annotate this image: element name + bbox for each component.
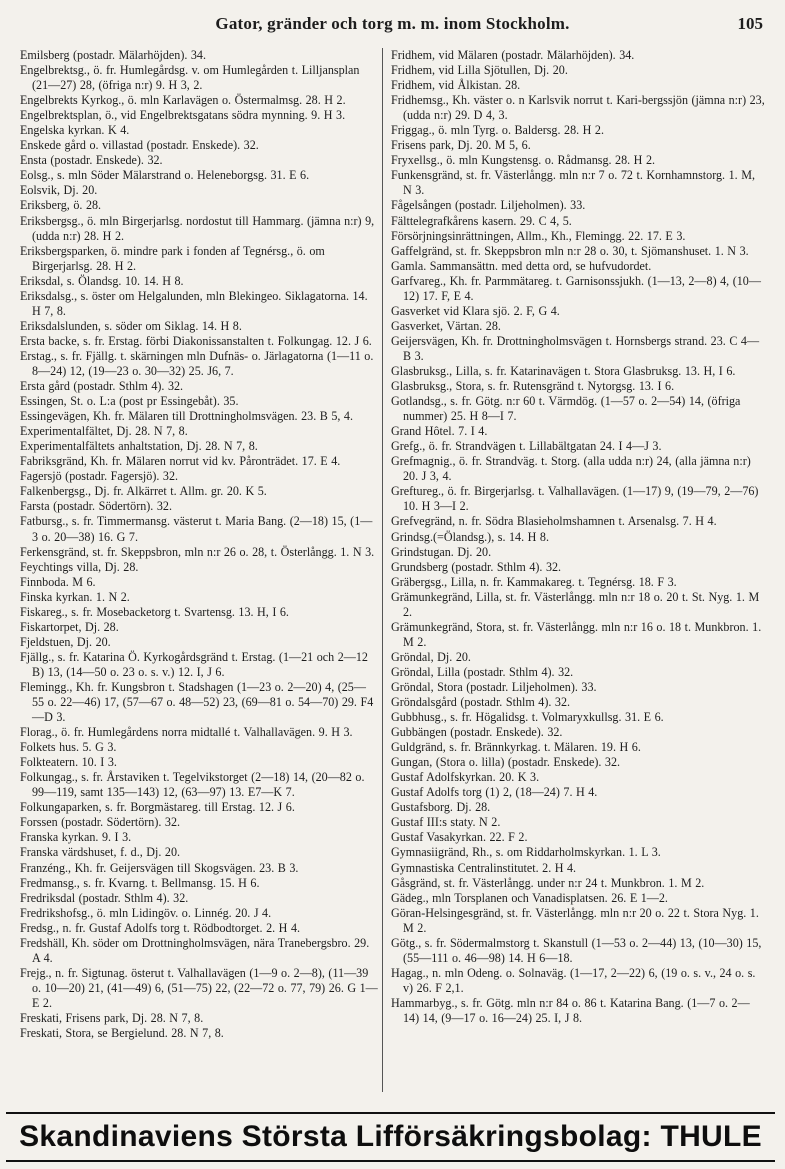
- directory-entry: Hammarbyg., s. fr. Götg. mln n:r 84 o. 86 t. Katarina Bang. (1—7 o. 2—14) 14, (9—17 o. 16—24) 25. I, J 8.: [391, 995, 750, 1025]
- directory-entry: Gustaf Vasakyrkan. 22. F 2.: [391, 830, 528, 845]
- advertisement-banner: [6, 1112, 775, 1162]
- directory-entry: Franska värdshuset, f. d., Dj. 20.: [20, 845, 181, 860]
- directory-entry: Flemingg., Kh. fr. Kungsbron t. Stadshagen (1—23 o. 2—20) 4, (25—55 o. 22—46) 17, (57—67 o. 48—52) 23, (69—81 o. 54—70) 29. F4—D 3.: [20, 679, 374, 725]
- directory-entry: Folkungaparken, s. fr. Borgmästareg. till Erstag. 12. J 6.: [20, 800, 295, 815]
- directory-entry: Engelska kyrkan. K 4.: [20, 123, 130, 138]
- directory-entry: Gröndal, Dj. 20.: [391, 649, 471, 664]
- directory-entry: Gröndal, Lilla (postadr. Sthlm 4). 32.: [391, 664, 574, 679]
- directory-entry: Fjällg., s. fr. Katarina Ö. Kyrkogårdsgränd t. Erstag. (1—21 och 2—12 B) 13, (14—50 o. 23 o. s. v.) 12. I, J 6.: [20, 649, 368, 679]
- directory-entry: Essingen, St. o. L:a (post pr Essingebåt). 35.: [20, 394, 239, 409]
- directory-entry: Freskati, Stora, se Bergielund. 28. N 7, 8.: [20, 1026, 224, 1041]
- directory-entry: Glasbruksg., Lilla, s. fr. Katarinavägen t. Stora Glasbruksg. 13. H, I 6.: [391, 363, 736, 378]
- directory-entry: Eolsvik, Dj. 20.: [20, 183, 98, 198]
- directory-entry: Emilsberg (postadr. Mälarhöjden). 34.: [20, 48, 207, 62]
- directory-entry: Eolsg., s. mln Söder Mälarstrand o. Heleneborgsg. 31. E 6.: [20, 168, 310, 183]
- directory-entry: Garfvareg., Kh. fr. Parmmätareg. t. Garnisonssjukh. (1—13, 2—8) 4, (10—12) 17. F, E 4.: [391, 273, 761, 303]
- directory-entry: Grefg., ö. fr. Strandvägen t. Lillabältgatan 24. I 4—J 3.: [391, 439, 662, 454]
- directory-entry: Folkteatern. 10. I 3.: [20, 755, 117, 770]
- page-header: [22, 14, 763, 40]
- directory-entry: Feychtings villa, Dj. 28.: [20, 559, 139, 574]
- directory-entry: Götg., s. fr. Södermalmstorg t. Skanstull (1—53 o. 2—44) 13, (10—30) 15, (55—111 o. 46—98) 14. H 6—18.: [391, 935, 762, 965]
- directory-entry: Fatbursg., s. fr. Timmermansg. västerut t. Maria Bang. (2—18) 15, (1—3 o. 20—38) 16. G 7.: [20, 514, 373, 544]
- page-title: Gator, gränder och torg m. m. inom Stockholm.: [215, 14, 570, 33]
- directory-entry: Fredmansg., s. fr. Kvarng. t. Bellmansg. 15. H 6.: [20, 875, 260, 890]
- directory-entry: Gungan, (Stora o. lilla) (postadr. Enskede). 32.: [391, 755, 621, 770]
- left-column: [20, 48, 378, 1098]
- directory-entry: Fryxellsg., ö. mln Kungstensg. o. Rådmansg. 28. H 2.: [391, 153, 656, 168]
- directory-entry: Fiskartorpet, Dj. 28.: [20, 619, 119, 634]
- directory-entry: Göran-Helsingesgränd, st. fr. Västerlångg. mln n:r 20 o. 22 t. Stora Nyg. 1. M 2.: [391, 905, 759, 935]
- directory-entry: Gröndalsgård (postadr. Sthlm 4). 32.: [391, 695, 571, 710]
- directory-entry: Fridhem, vid Ålkistan. 28.: [391, 78, 521, 93]
- directory-entry: Friggag., ö. mln Tyrg. o. Baldersg. 28. H 2.: [391, 123, 604, 138]
- directory-entry: Gräbergsg., Lilla, n. fr. Kammakareg. t. Tegnérsg. 18. F 3.: [391, 574, 677, 589]
- directory-entry: Greftureg., ö. fr. Birgerjarlsg. t. Valhallavägen. (1—17) 9, (19—79, 2—76) 10. H 3—I 2.: [391, 484, 759, 514]
- directory-entry: Gustaf Adolfs torg (1) 2, (18—24) 7. H 4.: [391, 785, 598, 800]
- directory-entry: Franska kyrkan. 9. I 3.: [20, 830, 132, 845]
- directory-entry: Gymnasiigränd, Rh., s. om Riddarholmskyrkan. 1. L 3.: [391, 845, 661, 860]
- directory-entry: Freskati, Frisens park, Dj. 28. N 7, 8.: [20, 1011, 204, 1025]
- directory-entry: Eriksbergsg., ö. mln Birgerjarlsg. nordostut till Hammarg. (jämna n:r) 9, (udda n:r) 28. H 2.: [20, 213, 375, 243]
- directory-entry: Experimentalfältets anhaltstation, Dj. 28. N 7, 8.: [20, 439, 258, 454]
- directory-entry: Glasbruksg., Stora, s. fr. Rutensgränd t. Nytorgsg. 13. I 6.: [391, 379, 675, 394]
- directory-entry: Gymnastiska Centralinstitutet. 2. H 4.: [391, 860, 577, 875]
- directory-entry: Grämunkegränd, Lilla, st. fr. Västerlångg. mln n:r 18 o. 20 t. St. Nyg. 1. M 2.: [391, 589, 760, 619]
- directory-entry: Gubbängen (postadr. Enskede). 32.: [391, 725, 563, 740]
- directory-entry: Grefvegränd, n. fr. Södra Blasieholmshamnen t. Arsenalsg. 7. H 4.: [391, 514, 717, 529]
- directory-entry: Gröndal, Stora (postadr. Liljeholmen). 33.: [391, 679, 597, 694]
- page-number: 105: [737, 14, 763, 33]
- right-column: [391, 48, 765, 1098]
- directory-entry: Folkets hus. 5. G 3.: [20, 740, 117, 755]
- directory-entry: Geijersvägen, Kh. fr. Drottningholmsvägen t. Hornsbergs strand. 23. C 4—B 3.: [391, 333, 760, 363]
- directory-entry: Grand Hôtel. 7. I 4.: [391, 424, 488, 439]
- column-divider: [382, 48, 383, 1092]
- directory-entry: Eriksdal, s. Ölandsg. 10. 14. H 8.: [20, 273, 184, 288]
- directory-entry: Hagag., n. mln Odeng. o. Solnaväg. (1—17, 2—22) 6, (19 o. s. v., 24 o. s. v) 26. F 2,1.: [391, 965, 756, 995]
- directory-entry: Ensta (postadr. Enskede). 32.: [20, 153, 163, 168]
- directory-entry: Guldgränd, s. fr. Brännkyrkag. t. Mälaren. 19. H 6.: [391, 740, 641, 755]
- directory-entry: Farsta (postadr. Södertörn). 32.: [20, 499, 172, 514]
- directory-entry: Enskede gård o. villastad (postadr. Enskede). 32.: [20, 138, 259, 153]
- directory-entry: Fridhem, vid Lilla Sjötullen, Dj. 20.: [391, 63, 568, 78]
- directory-entry: Gädeg., mln Torsplanen och Vanadisplatsen. 26. E 1—2.: [391, 890, 668, 905]
- directory-entry: Fridhemsg., Kh. väster o. n Karlsvik norrut t. Kari-bergssjön (jämna n:r) 23, (udda n:r) 29. D 4, 3.: [391, 93, 765, 123]
- directory-entry: Falkenbergsg., Dj. fr. Alkärret t. Allm. gr. 20. K 5.: [20, 484, 267, 499]
- directory-entry: Gaffelgränd, st. fr. Skeppsbron mln n:r 28 o. 30, t. Sjömanshuset. 1. N 3.: [391, 243, 749, 258]
- directory-entry: Gasverket, Värtan. 28.: [391, 318, 501, 333]
- directory-entry: Gåsgränd, st. fr. Västerlångg. under n:r 24 t. Munkbron. 1. M 2.: [391, 875, 705, 890]
- directory-entry: Finska kyrkan. 1. N 2.: [20, 589, 130, 604]
- directory-entry: Experimentalfältet, Dj. 28. N 7, 8.: [20, 424, 188, 439]
- directory-entry: Forssen (postadr. Södertörn). 32.: [20, 815, 181, 830]
- directory-entry: Gotlandsg., s. fr. Götg. n:r 60 t. Värmdög. (1—57 o. 2—54) 14, (öfriga nummer) 25. H 8—I 7.: [391, 394, 741, 424]
- directory-entry: Frisens park, Dj. 20. M 5, 6.: [391, 138, 531, 153]
- directory-entry: Gustaf Adolfskyrkan. 20. K 3.: [391, 770, 540, 785]
- directory-entry: Fredshäll, Kh. söder om Drottningholmsvägen, nära Tranebergsbro. 29. A 4.: [20, 935, 370, 965]
- directory-entry: Engelbrekts Kyrkog., ö. mln Karlavägen o. Östermalmsg. 28. H 2.: [20, 93, 346, 108]
- directory-entry: Fabriksgränd, Kh. fr. Mälaren norrut vid kv. Påronträdet. 17. E 4.: [20, 454, 341, 469]
- directory-entry: Eriksdalsg., s. öster om Helgalunden, mln Blekingeo. Siklagatorna. 14. H 7, 8.: [20, 288, 368, 318]
- directory-entry: Eriksbergsparken, ö. mindre park i fonden af Tegnérsg., ö. om Birgerjarlsg. 28. H 2.: [20, 243, 325, 273]
- directory-entry: Finnboda. M 6.: [20, 574, 96, 589]
- directory-entry: Grindstugan. Dj. 20.: [391, 544, 492, 559]
- directory-entry: Fiskareg., s. fr. Mosebacketorg t. Svartensg. 13. H, I 6.: [20, 604, 289, 619]
- directory-entry: Ersta backe, s. fr. Erstag. förbi Diakonissanstalten t. Folkungag. 12. J 6.: [20, 333, 372, 348]
- advertisement-text: Skandinaviens Största Lifförsäkringsbolag: THULE: [19, 1120, 762, 1153]
- directory-entry: Gustafsborg. Dj. 28.: [391, 800, 491, 815]
- directory-entry: Funkensgränd, st. fr. Västerlångg. mln n:r 7 o. 72 t. Kornhamnstorg. 1. M, N 3.: [391, 168, 755, 198]
- directory-entry: Gamla. Sammansättn. med detta ord, se hufvudordet.: [391, 258, 652, 273]
- directory-entry: Gustaf III:s staty. N 2.: [391, 815, 501, 830]
- directory-entry: Grämunkegränd, Stora, st. fr. Västerlångg. mln n:r 16 o. 18 t. Munkbron. 1. M 2.: [391, 619, 762, 649]
- directory-entry: Erstag., s. fr. Fjällg. t. skärningen mln Dufnäs- o. Järlagatorna (1—11 o. 8—24) 12, (19—23 o. 30—32) 25. J6, 7.: [20, 348, 374, 378]
- directory-entry: Grundsberg (postadr. Sthlm 4). 32.: [391, 559, 562, 574]
- directory-entry: Fjeldstuen, Dj. 20.: [20, 634, 111, 649]
- directory-entry: Franzéng., Kh. fr. Geijersvägen till Skogsvägen. 23. B 3.: [20, 860, 299, 875]
- directory-entry: Fredsg., n. fr. Gustaf Adolfs torg t. Rödbodtorget. 2. H 4.: [20, 920, 301, 935]
- directory-entry: Försörjningsinrättningen, Allm., Kh., Flemingg. 22. 17. E 3.: [391, 228, 686, 243]
- directory-entry: Eriksberg, ö. 28.: [20, 198, 102, 213]
- directory-entry: Fredriksdal (postadr. Sthlm 4). 32.: [20, 890, 189, 905]
- directory-entry: Frejg., n. fr. Sigtunag. österut t. Valhallavägen (1—9 o. 2—8), (11—39 o. 10—20) 21, (41—49) 6, (51—75) 22, (22—72 o. 77, 79) 26. G 1—E 2.: [20, 965, 378, 1010]
- directory-entry: Gasverket vid Klara sjö. 2. F, G 4.: [391, 303, 560, 318]
- directory-entry: Florag., ö. fr. Humlegårdens norra midtallé t. Valhallavägen. 9. H 3.: [20, 725, 353, 740]
- directory-entry: Fredrikshofsg., ö. mln Lidingöv. o. Linnég. 20. J 4.: [20, 905, 272, 920]
- directory-entry: Essingevägen, Kh. fr. Mälaren till Drottningholmsvägen. 23. B 5, 4.: [20, 409, 353, 424]
- directory-entry: Engelbrektsg., ö. fr. Humlegårdsg. v. om Humlegården t. Lilljansplan (21—27) 28, (öfriga n:r) 9. H 3, 2.: [20, 63, 360, 93]
- directory-entry: Fridhem, vid Mälaren (postadr. Mälarhöjden). 34.: [391, 48, 635, 62]
- directory-entry: Engelbrektsplan, ö., vid Engelbrektsgatans södra mynning. 9. H 3.: [20, 108, 346, 123]
- directory-entry: Grindsg.(=Ölandsg.), s. 14. H 8.: [391, 529, 549, 544]
- directory-entry: Ferkensgränd, st. fr. Skeppsbron, mln n:r 26 o. 28, t. Österlångg. 1. N 3.: [20, 544, 375, 559]
- directory-entry: Folkungag., s. fr. Årstaviken t. Tegelvikstorget (2—18) 14, (20—82 o. 99—119, samt 135—143) 12, (63—97) 13. E7—K 7.: [20, 770, 365, 800]
- directory-entry: Grefmagnig., ö. fr. Strandväg. t. Storg. (alla udda n:r) 24, (alla jämna n:r) 20. J 3, 4.: [391, 454, 751, 484]
- directory-entry: Fågelsången (postadr. Liljeholmen). 33.: [391, 198, 586, 213]
- directory-entry: Fälttelegrafkårens kasern. 29. C 4, 5.: [391, 213, 572, 228]
- directory-entry: Gubbhusg., s. fr. Högalidsg. t. Volmaryxkullsg. 31. E 6.: [391, 710, 664, 725]
- directory-entry: Ersta gård (postadr. Sthlm 4). 32.: [20, 379, 184, 394]
- directory-entry: Eriksdalslunden, s. söder om Siklag. 14. H 8.: [20, 318, 242, 333]
- directory-entry: Fagersjö (postadr. Fagersjö). 32.: [20, 469, 179, 484]
